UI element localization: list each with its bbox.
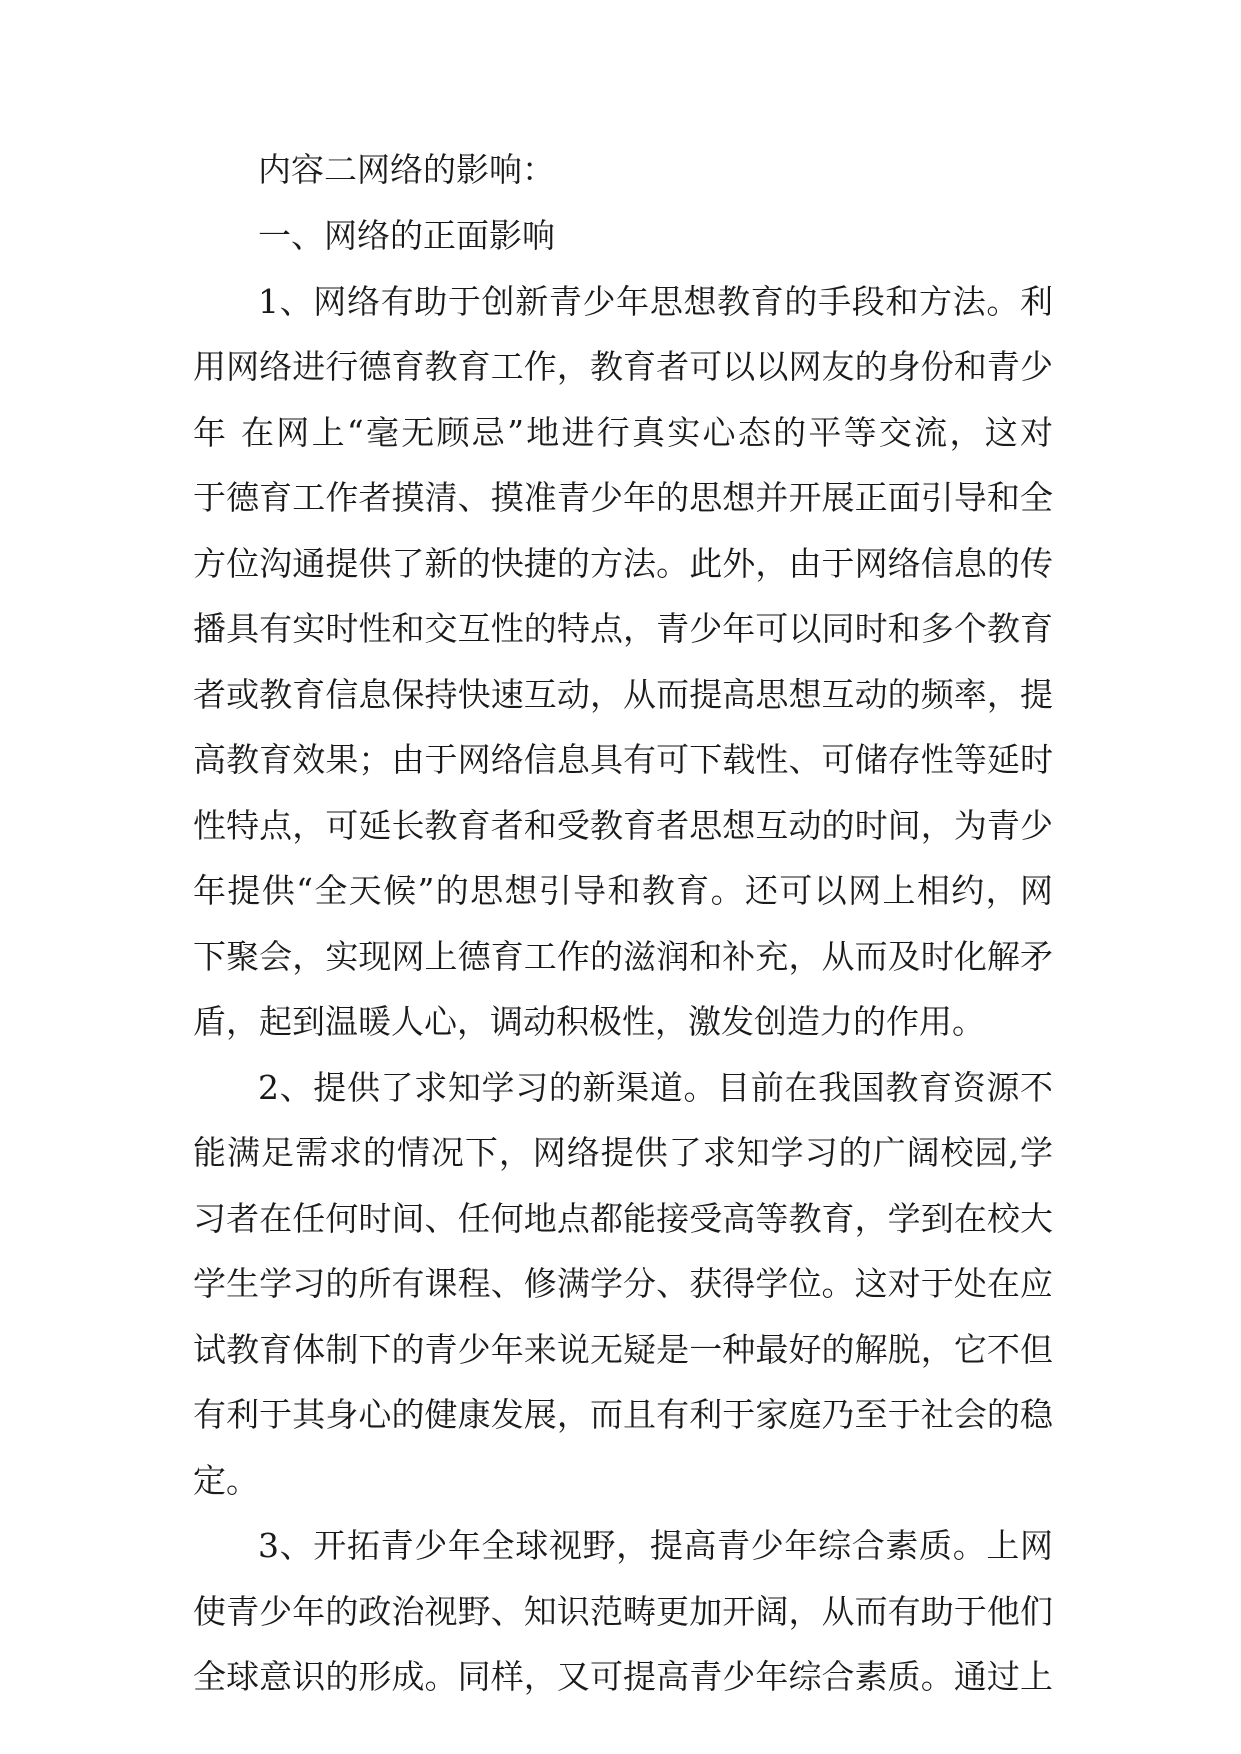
paragraph-2-line: 能满足需求的情况下，网络提供了求知学习的广阔校园,学	[193, 1133, 1053, 1172]
paragraph-1-line: 播具有实时性和交互性的特点，青少年可以同时和多个教育	[193, 609, 1053, 648]
paragraph-1-line: 年提供“全天候”的思想引导和教育。还可以网上相约，网	[193, 871, 1053, 910]
paragraph-2-line: 学生学习的所有课程、修满学分、获得学位。这对于处在应	[193, 1264, 1053, 1303]
paragraph-2-line: 试教育体制下的青少年来说无疑是一种最好的解脱，它不但	[193, 1330, 1053, 1369]
paragraph-3-line: 全球意识的形成。同样，又可提高青少年综合素质。通过上	[193, 1657, 1053, 1696]
paragraph-1-line: 者或教育信息保持快速互动，从而提高思想互动的频率，提	[193, 675, 1053, 714]
paragraph-1-line: 方位沟通提供了新的快捷的方法。此外，由于网络信息的传	[193, 544, 1053, 583]
section-heading: 内容二网络的影响：	[258, 150, 555, 189]
paragraph-1-line: 用网络进行德育教育工作，教育者可以以网友的身份和青少	[193, 347, 1053, 386]
paragraph-2-line: 2、提供了求知学习的新渠道。目前在我国教育资源不	[258, 1068, 1053, 1107]
paragraph-1-line: 于德育工作者摸清、摸准青少年的思想并开展正面引导和全	[193, 478, 1053, 517]
paragraph-3-line: 使青少年的政治视野、知识范畴更加开阔，从而有助于他们	[193, 1592, 1053, 1631]
paragraph-2-line: 定。	[193, 1461, 259, 1500]
paragraph-2-line: 习者在任何时间、任何地点都能接受高等教育，学到在校大	[193, 1199, 1053, 1238]
paragraph-1-line: 年 在网上“毫无顾忌”地进行真实心态的平等交流，这对	[193, 413, 1053, 452]
paragraph-2-line: 有利于其身心的健康发展，而且有利于家庭乃至于社会的稳	[193, 1395, 1053, 1434]
paragraph-1-line: 高教育效果；由于网络信息具有可下载性、可储存性等延时	[193, 740, 1053, 779]
subsection-heading: 一、网络的正面影响	[258, 216, 555, 255]
paragraph-1-line: 下聚会，实现网上德育工作的滋润和补充，从而及时化解矛	[193, 937, 1053, 976]
paragraph-1-line: 性特点，可延长教育者和受教育者思想互动的时间，为青少	[193, 806, 1053, 845]
paragraph-1-line: 盾，起到温暖人心，调动积极性，激发创造力的作用。	[193, 1002, 985, 1041]
paragraph-3-line: 3、开拓青少年全球视野，提高青少年综合素质。上网	[258, 1526, 1053, 1565]
paragraph-1-line: 1、网络有助于创新青少年思想教育的手段和方法。利	[258, 282, 1053, 321]
